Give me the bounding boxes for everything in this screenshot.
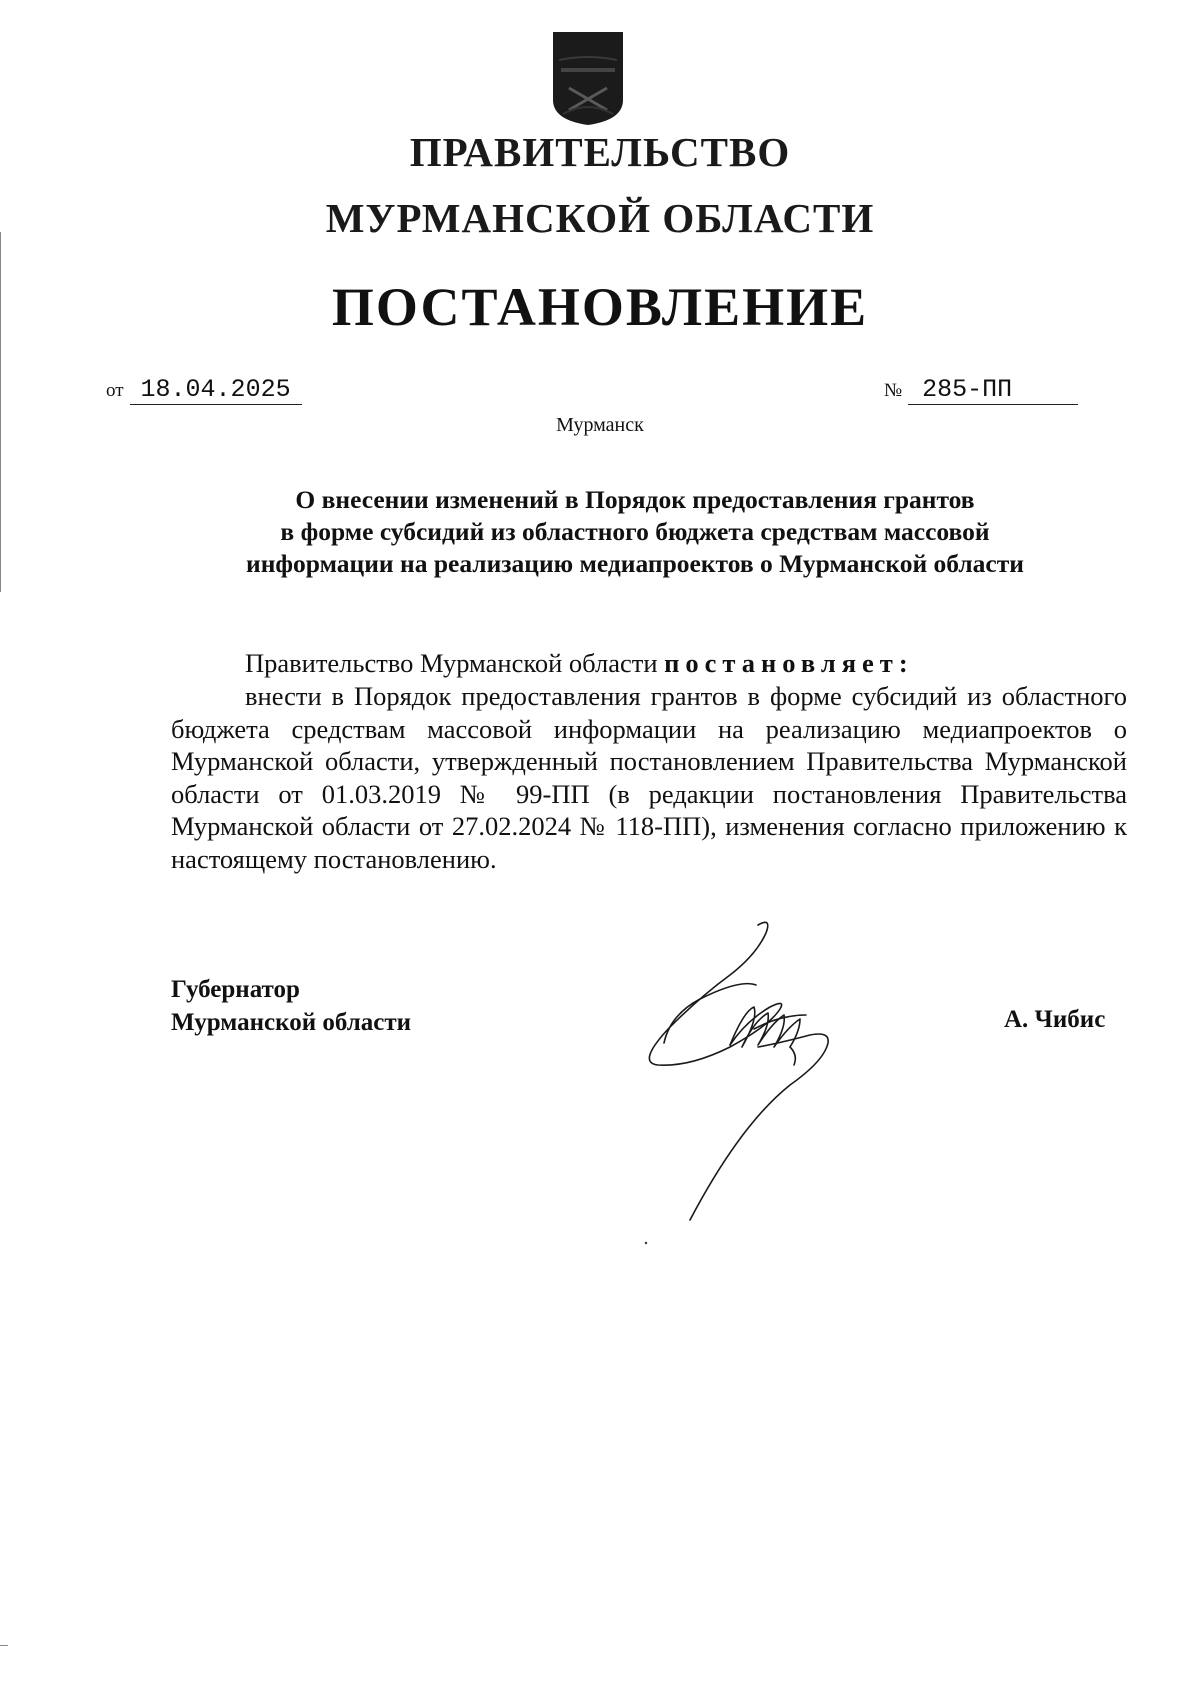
preamble-text: Правительство Мурманской области	[245, 648, 658, 678]
body-paragraph: внести в Порядок предоставления грантов в форме субсидий из областного бюджета средствам массовой информации на реализацию медиапроектов о Мурманской области, утвержденный постановлением Правительства Мурманской области от 01.03.2019 № 99-ПП (в редакции постановления Правительства Мурманской области от 27.02.2024 № 118-ПП), изменения согласно приложению к настоящему постановлению.	[171, 681, 1127, 874]
org-name-line2: МУРМАНСКОЙ ОБЛАСТИ	[325, 195, 875, 241]
number-field	[884, 376, 1078, 405]
signatory-name: А. Чибис	[1004, 1006, 1106, 1033]
scan-edge-mark	[0, 1645, 8, 1646]
subject-line: информации на реализацию медиапроектов о Мурманской области	[246, 549, 1024, 578]
document-subject	[180, 484, 1090, 580]
decree-word: постановляет:	[664, 648, 914, 678]
position-line: Губернатор	[171, 976, 300, 1003]
preamble	[245, 648, 914, 679]
org-name-line1: ПРАВИТЕЛЬСТВО	[409, 129, 791, 175]
subject-line: в форме субсидий из областного бюджета средствам массовой	[280, 517, 990, 546]
number-label: №	[884, 380, 903, 401]
signatory-position	[171, 973, 411, 1039]
date-field	[106, 376, 302, 405]
position-line: Мурманской области	[171, 1009, 412, 1036]
document-type-title: ПОСТАНОВЛЕНИЕ	[331, 277, 869, 337]
date-value: 18.04.2025	[130, 376, 302, 405]
handwritten-signature	[630, 915, 910, 1245]
coat-of-arms-icon	[551, 30, 625, 126]
subject-line: О внесении изменений в Порядок предоставления грантов	[295, 485, 975, 514]
number-value: 285-ПП	[908, 376, 1078, 405]
date-label: от	[106, 380, 124, 401]
city-name: Мурманск	[556, 414, 644, 436]
